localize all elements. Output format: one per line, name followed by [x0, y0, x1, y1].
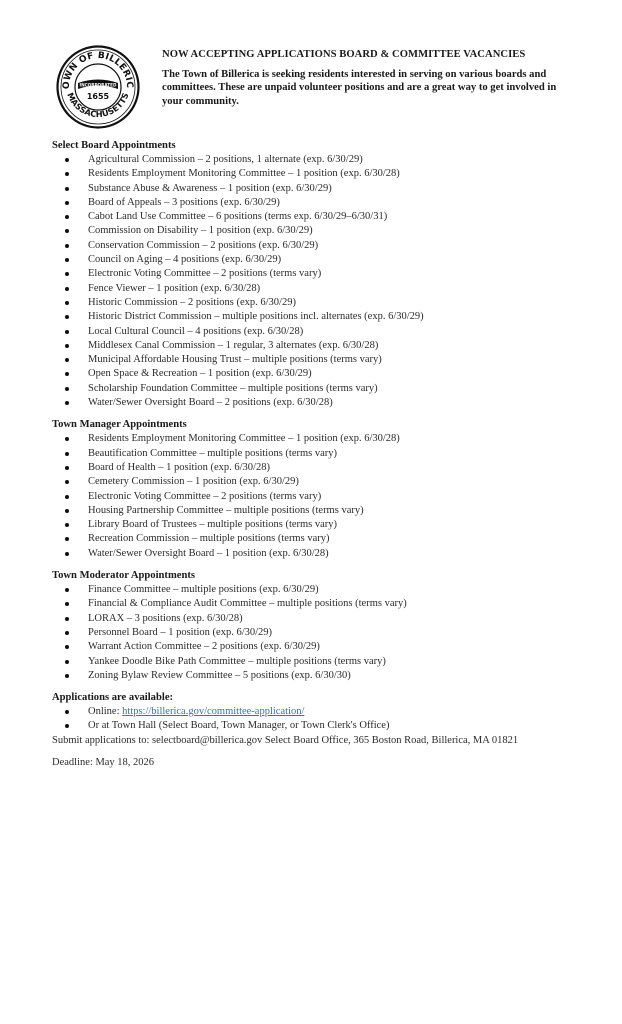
- vacancy-text: Scholarship Foundation Committee – multiple positions (terms vary): [88, 382, 378, 394]
- bullet-icon: [65, 287, 69, 291]
- list-item: [52, 310, 592, 324]
- vacancy-text: Board of Health – 1 position (exp. 6/30/28): [88, 461, 270, 473]
- intro-paragraph: The Town of Billerica is seeking residents interested in serving on various boards and committees. These are unpaid volunteer positions and are a great way to get involved in your community.: [162, 69, 557, 107]
- bullet-icon: [65, 301, 69, 305]
- list-item: [52, 490, 592, 504]
- seal-banner-text: INCORPORATED: [79, 82, 117, 88]
- vacancy-text: Financial & Compliance Audit Committee – multiple positions (terms vary): [88, 598, 407, 610]
- list-item: [52, 655, 592, 669]
- deadline: Deadline: May 18, 2026: [52, 756, 155, 768]
- vacancy-text: Substance Abuse & Awareness – 1 position (exp. 6/30/29): [88, 182, 332, 194]
- appointment-section: [52, 418, 592, 561]
- vacancy-text: Recreation Commission – multiple positions (terms vary): [88, 533, 330, 545]
- vacancy-text: Water/Sewer Oversight Board – 1 position (exp. 6/30/28): [88, 547, 329, 559]
- list-item: [52, 447, 592, 461]
- list-item: [52, 583, 592, 597]
- vacancy-text: Housing Partnership Committee – multiple positions (terms vary): [88, 504, 364, 516]
- town-hall-text: Or at Town Hall (Select Board, Town Manager, or Town Clerk's Office): [88, 720, 390, 732]
- bullet-icon: [65, 674, 69, 678]
- vacancy-list: [52, 153, 592, 410]
- vacancy-text: Open Space & Recreation – 1 position (exp. 6/30/29): [88, 368, 312, 380]
- vacancy-text: Personnel Board – 1 position (exp. 6/30/29): [88, 626, 273, 638]
- list-item: [52, 432, 592, 446]
- bullet-icon: [65, 480, 69, 484]
- list-item: [52, 325, 592, 339]
- bullet-icon: [65, 344, 69, 348]
- applications-heading: Applications are available:: [52, 692, 174, 704]
- bullet-icon: [65, 537, 69, 541]
- bullet-icon: [65, 495, 69, 499]
- list-item: [52, 296, 592, 310]
- list-item: [52, 239, 592, 253]
- vacancy-text: Finance Committee – multiple positions (exp. 6/30/29): [88, 584, 319, 596]
- list-item: [52, 167, 592, 181]
- vacancy-text: Cabot Land Use Committee – 6 positions (terms exp. 6/30/29–6/30/31): [88, 211, 388, 223]
- vacancy-text: Warrant Action Committee – 2 positions (exp. 6/30/29): [88, 641, 320, 653]
- list-item-online: [52, 705, 592, 719]
- applications-list: [52, 705, 592, 734]
- list-item: [52, 612, 592, 626]
- appointment-section: [52, 569, 592, 683]
- section-heading: Town Moderator Appointments: [52, 570, 196, 582]
- bullet-icon: [65, 645, 69, 649]
- vacancy-text: LORAX – 3 positions (exp. 6/30/28): [88, 612, 243, 624]
- vacancy-text: Local Cultural Council – 4 positions (exp. 6/30/28): [88, 325, 304, 337]
- bullet-icon: [65, 437, 69, 441]
- list-item: [52, 597, 592, 611]
- bullet-icon: [65, 617, 69, 621]
- applications-section: [52, 691, 592, 770]
- vacancy-text: Beautification Committee – multiple positions (terms vary): [88, 447, 338, 459]
- vacancy-text: Conservation Commission – 2 positions (exp. 6/30/29): [88, 239, 319, 251]
- list-item: [52, 253, 592, 267]
- seal-icon: [56, 45, 140, 129]
- vacancy-list: [52, 583, 592, 683]
- online-label: Online:: [88, 706, 123, 718]
- bullet-icon: [65, 660, 69, 664]
- list-item: [52, 196, 592, 210]
- vacancy-text: Residents Employment Monitoring Committee – 1 position (exp. 6/30/28): [88, 433, 400, 445]
- list-item-town-hall: [52, 719, 592, 733]
- bullet-icon: [65, 387, 69, 391]
- bullet-icon: [65, 466, 69, 470]
- bullet-icon: [65, 330, 69, 334]
- bullet-icon: [65, 201, 69, 205]
- bullet-icon: [65, 631, 69, 635]
- appointment-section: [52, 139, 592, 410]
- document-title: NOW ACCEPTING APPLICATIONS BOARD & COMMITTEE VACANCIES: [162, 49, 526, 60]
- vacancy-text: Agricultural Commission – 2 positions, 1 alternate (exp. 6/30/29): [88, 154, 363, 165]
- bullet-icon: [65, 258, 69, 262]
- bullet-icon: [65, 372, 69, 376]
- list-item: [52, 518, 592, 532]
- vacancy-text: Zoning Bylaw Review Committee – 5 positions (exp. 6/30/30): [88, 669, 351, 681]
- list-item: [52, 210, 592, 224]
- bullet-icon: [65, 602, 69, 606]
- list-item: [52, 461, 592, 475]
- list-item: [52, 504, 592, 518]
- bullet-icon: [65, 244, 69, 248]
- list-item: [52, 532, 592, 546]
- section-heading: Town Manager Appointments: [52, 419, 187, 431]
- vacancy-text: Electronic Voting Committee – 2 positions (terms vary): [88, 268, 322, 280]
- document-body: [52, 139, 592, 778]
- vacancy-text: Historic District Commission – multiple positions incl. alternates (exp. 6/30/29): [88, 311, 424, 323]
- vacancy-text: Historic Commission – 2 positions (exp. 6/30/29): [88, 296, 296, 308]
- vacancy-text: Electronic Voting Committee – 2 positions (terms vary): [88, 490, 322, 502]
- bullet-icon: [65, 452, 69, 456]
- seal-year: 1655: [86, 92, 110, 101]
- list-item: [52, 382, 592, 396]
- vacancy-text: Water/Sewer Oversight Board – 2 positions (exp. 6/30/28): [88, 397, 333, 409]
- vacancy-text: Commission on Disability – 1 position (exp. 6/30/29): [88, 225, 313, 237]
- application-link[interactable]: https://billerica.gov/committee-application/: [122, 706, 305, 718]
- list-item: [52, 626, 592, 640]
- vacancy-text: Cemetery Commission – 1 position (exp. 6/30/29): [88, 476, 299, 488]
- seal-bottom-text: MASSACHUSETTS: [65, 90, 131, 120]
- bullet-icon: [65, 710, 69, 714]
- bullet-icon: [65, 272, 69, 276]
- bullet-icon: [65, 229, 69, 233]
- vacancy-text: Residents Employment Monitoring Committee – 1 position (exp. 6/30/28): [88, 168, 400, 180]
- bullet-icon: [65, 401, 69, 405]
- vacancy-text: Fence Viewer – 1 position (exp. 6/30/28): [88, 282, 261, 294]
- town-seal-logo: [56, 45, 140, 129]
- appointment-sections: [52, 139, 592, 683]
- list-item: [52, 339, 592, 353]
- list-item: [52, 547, 592, 561]
- list-item: [52, 153, 592, 167]
- list-item: [52, 669, 592, 683]
- list-item: [52, 282, 592, 296]
- vacancy-text: Middlesex Canal Commission – 1 regular, 3 alternates (exp. 6/30/28): [88, 339, 379, 351]
- vacancy-text: Municipal Affordable Housing Trust – multiple positions (terms vary): [88, 354, 382, 366]
- bullet-icon: [65, 315, 69, 319]
- submit-instructions: Submit applications to: selectboard@billerica.gov Select Board Office, 365 Boston Road, Billerica, MA 01821: [52, 734, 519, 746]
- list-item: [52, 475, 592, 489]
- bullet-icon: [65, 552, 69, 556]
- seal-top-text: OWN OF BILLERIC: [61, 50, 135, 90]
- vacancy-list: [52, 432, 592, 561]
- list-item: [52, 224, 592, 238]
- section-heading: Select Board Appointments: [52, 140, 176, 151]
- list-item: [52, 267, 592, 281]
- bullet-icon: [65, 724, 69, 728]
- list-item: [52, 353, 592, 367]
- bullet-icon: [65, 158, 69, 162]
- bullet-icon: [65, 588, 69, 592]
- document-header: [162, 48, 572, 108]
- vacancy-text: Library Board of Trustees – multiple positions (terms vary): [88, 519, 338, 531]
- list-item: [52, 640, 592, 654]
- list-item: [52, 182, 592, 196]
- bullet-icon: [65, 358, 69, 362]
- vacancy-text: Board of Appeals – 3 positions (exp. 6/30/29): [88, 196, 280, 208]
- bullet-icon: [65, 187, 69, 191]
- bullet-icon: [65, 509, 69, 513]
- bullet-icon: [65, 172, 69, 176]
- bullet-icon: [65, 523, 69, 527]
- list-item: [52, 396, 592, 410]
- vacancy-text: Council on Aging – 4 positions (exp. 6/30/29): [88, 254, 282, 266]
- vacancy-text: Yankee Doodle Bike Path Committee – multiple positions (terms vary): [88, 655, 386, 667]
- bullet-icon: [65, 215, 69, 219]
- list-item: [52, 367, 592, 381]
